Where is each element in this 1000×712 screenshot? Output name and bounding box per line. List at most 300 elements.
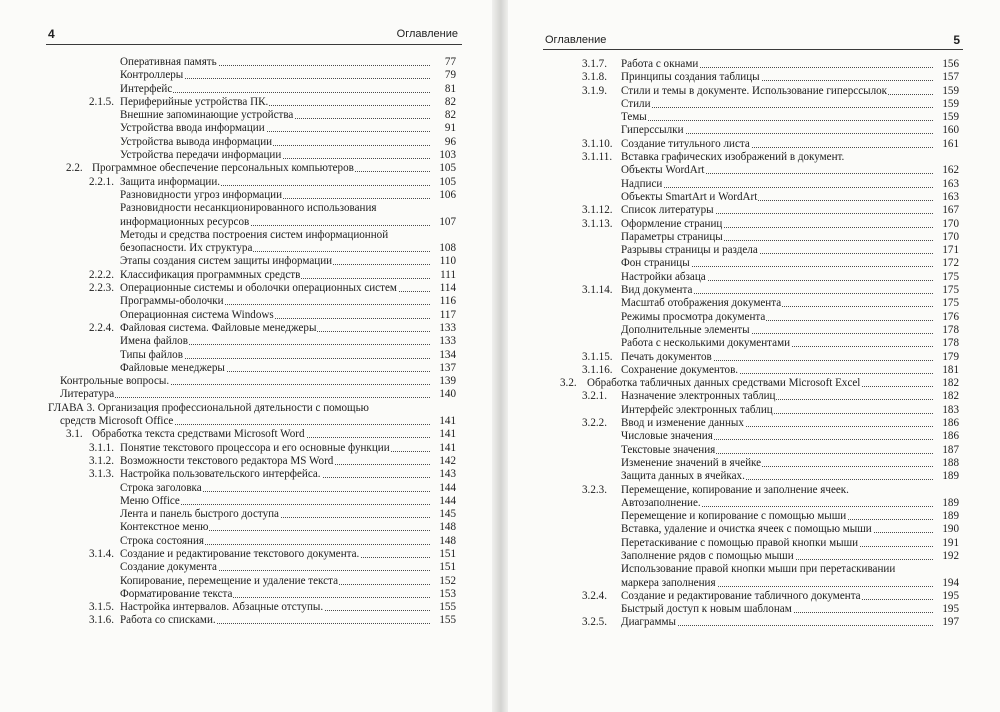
section-number: 3.1.14.	[582, 284, 613, 297]
toc-entry	[546, 616, 959, 629]
page-ref: 162	[933, 164, 959, 177]
entry-title: Режимы просмотра документа	[621, 310, 766, 323]
entry-title: Методы и средства построения систем информационной	[120, 228, 389, 241]
page-ref: 197	[933, 616, 959, 629]
entry-title: Ввод и изменение данных	[621, 417, 744, 430]
entry-title: Контроллеры	[120, 69, 184, 82]
page-ref: 186	[933, 430, 959, 443]
page-ref: 163	[933, 178, 959, 191]
entry-title: Настройка интервалов. Абзацные отступы.	[120, 601, 324, 614]
section-number: 3.2.5.	[582, 616, 607, 629]
page-ref: 111	[430, 269, 456, 282]
running-head: Оглавление	[396, 28, 458, 40]
toc-entry	[546, 324, 959, 337]
entry-title: информационных ресурсов	[120, 215, 250, 228]
toc-entry	[546, 537, 959, 550]
page-ref: 144	[430, 495, 456, 508]
entry-title: Вид документа	[621, 284, 693, 297]
toc-entry	[48, 482, 456, 495]
toc-entry	[48, 136, 456, 149]
entry-title: Надписи	[621, 177, 663, 190]
toc-entry	[546, 417, 959, 430]
page-ref: 188	[933, 457, 959, 470]
entry-title: Интерфейс электронных таблиц	[621, 403, 773, 416]
section-number: 3.1.	[66, 428, 83, 441]
page-ref: 79	[430, 69, 456, 82]
toc-entry	[546, 191, 959, 204]
page-ref: 170	[933, 231, 959, 244]
entry-title: Создание и редактирование текстового документа.	[120, 547, 360, 560]
toc-entry	[546, 430, 959, 443]
page-ref: 152	[430, 575, 456, 588]
entry-title: Программы-оболочки	[120, 295, 224, 308]
section-number: 3.1.15.	[582, 350, 613, 363]
entry-title: Изменение значений в ячейке	[621, 456, 762, 469]
page-ref: 77	[430, 56, 456, 69]
section-number: 2.2.4.	[89, 321, 114, 334]
toc-entry	[48, 548, 456, 561]
entry-title: Интерфейс	[120, 82, 173, 95]
section-number: 3.1.3.	[89, 468, 114, 481]
toc-entry	[48, 202, 456, 215]
section-number: 3.1.2.	[89, 454, 114, 467]
dot-leader	[641, 120, 941, 121]
page-ref: 183	[933, 404, 959, 417]
entry-title: Диаграммы	[621, 616, 676, 629]
toc-entry	[546, 58, 959, 71]
toc-entry	[48, 269, 456, 282]
toc-entry	[48, 415, 456, 428]
toc-entry	[48, 229, 456, 242]
page-ref: 195	[933, 603, 959, 616]
entry-title: Вставка, удаление и очистка ячеек с помощью мыши	[621, 523, 872, 536]
entry-title: Настройки абзаца	[621, 270, 706, 283]
dot-leader	[140, 92, 438, 93]
toc-entry	[546, 151, 959, 164]
toc-entry	[546, 244, 959, 257]
page-ref: 151	[430, 548, 456, 561]
page-ref: 194	[933, 577, 959, 590]
toc-entry	[48, 468, 456, 481]
running-head: Оглавление	[545, 34, 607, 46]
dot-leader	[641, 187, 941, 188]
page-ref: 153	[430, 588, 456, 601]
page-ref: 159	[933, 111, 959, 124]
entry-title: Устройства вывода информации	[120, 135, 273, 148]
entry-title: Имена файлов	[120, 335, 188, 348]
entry-title: Оперативная память	[120, 56, 217, 68]
toc-entry	[48, 216, 456, 229]
entry-title: Копирование, перемещение и удаление текста	[120, 574, 339, 587]
page-ref: 105	[430, 162, 456, 175]
entry-title: Понятие текстового процессора и его основные функции	[120, 441, 390, 454]
toc-entry	[546, 71, 959, 84]
header-rule	[543, 49, 963, 50]
entry-title: Параметры страницы	[621, 230, 723, 243]
entry-title: Перетаскивание с помощью правой кнопки мыши	[621, 536, 859, 549]
toc-entry	[48, 282, 456, 295]
entry-title: Стили и темы в документе. Использование гиперссылок	[621, 84, 888, 97]
toc-entry	[48, 349, 456, 362]
section-number: 2.2.3.	[89, 282, 114, 295]
entry-title: Защита информации.	[120, 175, 221, 188]
page-ref: 117	[430, 309, 456, 322]
entry-title: Файловая система. Файловые менеджеры	[120, 321, 317, 334]
section-number: 3.1.4.	[89, 547, 114, 560]
entry-title: Файловые менеджеры	[120, 361, 225, 374]
entry-title: Гиперссылки	[621, 124, 684, 137]
page-ref: 148	[430, 535, 456, 548]
entry-title: Операционные системы и оболочки операционных систем	[120, 282, 397, 295]
entry-title: Форматирование текста	[120, 587, 233, 600]
section-number: 3.1.12.	[582, 204, 613, 217]
toc-entry	[546, 297, 959, 310]
entry-title: Автозаполнение.	[621, 496, 701, 509]
page-ref: 175	[933, 297, 959, 310]
toc-entry	[48, 56, 456, 69]
entry-title: Фон страницы	[621, 257, 690, 270]
dot-leader	[140, 78, 438, 79]
entry-title: Периферийные устройства ПК.	[120, 95, 269, 108]
entry-title: Обработка табличных данных средствами Microsoft Excel	[587, 377, 861, 390]
page-ref: 161	[933, 138, 959, 151]
page-ref: 82	[430, 96, 456, 109]
toc-entry	[48, 255, 456, 268]
entry-title: Программное обеспечение персональных компьютеров	[92, 162, 354, 175]
page-ref: 190	[933, 523, 959, 536]
toc-entry	[546, 364, 959, 377]
page-ref: 96	[430, 136, 456, 149]
page-ref: 116	[430, 295, 456, 308]
page-ref: 175	[933, 271, 959, 284]
page-ref: 151	[430, 561, 456, 574]
page-ref: 110	[430, 255, 456, 268]
page-ref: 156	[933, 58, 959, 71]
toc-list	[48, 56, 456, 628]
page-ref: 139	[430, 375, 456, 388]
entry-title: средств Microsoft Office	[60, 415, 174, 428]
toc-entry	[48, 109, 456, 122]
toc-entry	[48, 428, 456, 441]
page-ref: 179	[933, 351, 959, 364]
section-number: 3.1.1.	[89, 441, 114, 454]
toc-entry	[48, 176, 456, 189]
page-ref: 178	[933, 324, 959, 337]
section-number: 2.2.2.	[89, 268, 114, 281]
section-number: 3.1.8.	[582, 71, 607, 84]
entry-title: Печать документов	[621, 350, 712, 363]
section-number: 2.2.1.	[89, 175, 114, 188]
page-ref: 195	[933, 590, 959, 603]
entry-title: Назначение электронных таблиц	[621, 390, 776, 403]
page-ref: 91	[430, 122, 456, 135]
section-number: 3.2.4.	[582, 589, 607, 602]
section-number: 3.1.6.	[89, 614, 114, 627]
entry-title: Разновидности несанкционированного использования	[120, 202, 377, 215]
entry-title: Создание титульного листа	[621, 137, 750, 150]
entry-title: Внешние запоминающие устройства	[120, 109, 294, 122]
entry-title: Создание и редактирование табличного документа	[621, 589, 861, 602]
toc-entry	[546, 257, 959, 270]
toc-entry	[546, 218, 959, 231]
entry-title: Список литературы	[621, 204, 714, 217]
page-ref: 167	[933, 204, 959, 217]
entry-title: Объекты WordArt	[621, 164, 705, 177]
entry-title: Обработка текста средствами Microsoft Word	[92, 428, 305, 441]
toc-entry	[546, 164, 959, 177]
toc-entry	[48, 309, 456, 322]
entry-title: Масштаб отображения документа	[621, 297, 782, 310]
entry-title: Контрольные вопросы.	[60, 375, 170, 388]
page-number: 4	[48, 27, 55, 41]
page-ref: 141	[430, 415, 456, 428]
entry-title: Вставка графических изображений в документ.	[621, 151, 845, 164]
page-ref: 189	[933, 497, 959, 510]
section-number: 3.1.5.	[89, 601, 114, 614]
section-number: 2.1.5.	[89, 95, 114, 108]
entry-title: Операционная система Windows	[120, 308, 274, 321]
page-ref: 108	[430, 242, 456, 255]
section-number: 3.1.9.	[582, 84, 607, 97]
entry-title: Объекты SmartArt и WordArt	[621, 190, 758, 203]
entry-title: Устройства ввода информации	[120, 122, 265, 135]
toc-entry	[48, 162, 456, 175]
toc-entry	[546, 311, 959, 324]
toc-entry	[546, 351, 959, 364]
page-ref: 189	[933, 510, 959, 523]
toc-entry	[546, 98, 959, 111]
page-ref: 171	[933, 244, 959, 257]
toc-entry	[48, 335, 456, 348]
toc-entry	[546, 590, 959, 603]
toc-entry	[546, 204, 959, 217]
page-ref: 140	[430, 388, 456, 401]
entry-title: Создание документа	[120, 561, 217, 574]
section-number: 3.1.7.	[582, 58, 607, 70]
dot-leader	[641, 625, 941, 626]
page-ref: 159	[933, 85, 959, 98]
section-number: 3.1.16.	[582, 363, 613, 376]
toc-entry	[546, 577, 959, 590]
left-page	[0, 0, 492, 712]
section-number: 3.1.13.	[582, 217, 613, 230]
page-ref: 106	[430, 189, 456, 202]
entry-title: Работа с несколькими документами	[621, 337, 791, 350]
entry-title: Возможности текстового редактора MS Word	[120, 454, 334, 467]
toc-entry	[48, 442, 456, 455]
toc-entry	[48, 322, 456, 335]
entry-title: Заполнение рядов с помощью мыши	[621, 549, 794, 562]
entry-title: Типы файлов	[120, 348, 183, 361]
entry-title: Классификация программных средств	[120, 268, 301, 281]
toc-entry	[546, 85, 959, 98]
toc-entry	[546, 377, 959, 390]
page-ref: 81	[430, 83, 456, 96]
toc-entry	[546, 510, 959, 523]
toc-entry	[48, 69, 456, 82]
toc-entry	[48, 508, 456, 521]
toc-entry	[48, 362, 456, 375]
page-ref: 170	[933, 218, 959, 231]
toc-entry	[48, 614, 456, 627]
header-rule	[46, 44, 462, 45]
toc-entry	[546, 124, 959, 137]
page-ref: 192	[933, 550, 959, 563]
page-ref: 157	[933, 71, 959, 84]
page-ref: 159	[933, 98, 959, 111]
toc-entry	[48, 601, 456, 614]
page-ref: 148	[430, 521, 456, 534]
page-ref: 175	[933, 284, 959, 297]
entry-title: Работа с окнами	[621, 58, 699, 70]
toc-entry	[48, 561, 456, 574]
entry-title: Строка состояния	[120, 534, 205, 547]
entry-title: Сохранение документов.	[621, 363, 739, 376]
dot-leader	[140, 358, 438, 359]
page-ref: 137	[430, 362, 456, 375]
toc-entry	[48, 149, 456, 162]
page-ref: 160	[933, 124, 959, 137]
toc-entry	[48, 575, 456, 588]
toc-list	[546, 58, 959, 630]
toc-entry	[546, 484, 959, 497]
dot-leader	[641, 133, 941, 134]
toc-entry	[48, 588, 456, 601]
page-ref: 163	[933, 191, 959, 204]
page-ref: 82	[430, 109, 456, 122]
entry-title: Разрывы страницы и раздела	[621, 244, 758, 257]
toc-entry	[546, 138, 959, 151]
toc-entry	[48, 375, 456, 388]
entry-title: Работа со списками.	[120, 614, 216, 627]
toc-entry	[48, 455, 456, 468]
entry-title: Принципы создания таблицы	[621, 71, 760, 84]
toc-entry	[48, 295, 456, 308]
dot-leader	[80, 397, 438, 398]
entry-title: безопасности. Их структура	[120, 242, 253, 255]
toc-entry	[546, 603, 959, 616]
page-ref: 145	[430, 508, 456, 521]
toc-entry	[546, 337, 959, 350]
entry-title: маркера заполнения	[621, 576, 716, 589]
toc-entry	[546, 563, 959, 576]
page-ref: 182	[933, 377, 959, 390]
toc-entry	[546, 523, 959, 536]
entry-title: Защита данных в ячейках.	[621, 470, 745, 483]
toc-entry	[48, 402, 456, 415]
page-ref: 134	[430, 349, 456, 362]
page-ref: 186	[933, 417, 959, 430]
page-ref: 189	[933, 470, 959, 483]
page-ref: 172	[933, 257, 959, 270]
page-ref: 191	[933, 537, 959, 550]
toc-entry	[546, 550, 959, 563]
page-ref: 133	[430, 322, 456, 335]
section-number: 3.2.	[560, 377, 577, 390]
entry-title: Перемещение, копирование и заполнение ячеек.	[621, 483, 849, 496]
toc-entry	[546, 390, 959, 403]
toc-entry	[48, 242, 456, 255]
entry-title: Темы	[621, 111, 647, 124]
page-ref: 143	[430, 468, 456, 481]
toc-entry	[48, 83, 456, 96]
page-ref: 114	[430, 282, 456, 295]
toc-entry	[48, 96, 456, 109]
page-ref: 155	[430, 614, 456, 627]
page-ref: 176	[933, 311, 959, 324]
entry-title: Перемещение и копирование с помощью мыши	[621, 510, 847, 523]
page-ref: 144	[430, 482, 456, 495]
section-number: 3.2.1.	[582, 390, 607, 403]
page-ref: 107	[430, 216, 456, 229]
entry-title: Оформление страниц	[621, 217, 723, 230]
page-ref: 155	[430, 601, 456, 614]
entry-title: Использование правой кнопки мыши при перетаскивании	[621, 563, 896, 576]
entry-title: Этапы создания систем защиты информации	[120, 255, 333, 268]
entry-title: Лента и панель быстрого доступа	[120, 508, 279, 521]
page-number: 5	[953, 33, 960, 47]
page-ref: 182	[933, 390, 959, 403]
toc-entry	[48, 189, 456, 202]
entry-title: ГЛАВА 3. Организация профессиональной дятельности с помощью	[48, 401, 369, 414]
section-number: 3.2.3.	[582, 483, 607, 496]
entry-title: Строка заголовка	[120, 481, 202, 494]
page-ref: 133	[430, 335, 456, 348]
entry-title: Меню Office	[120, 494, 180, 507]
page-ref: 181	[933, 364, 959, 377]
entry-title: Быстрый доступ к новым шаблонам	[621, 603, 792, 616]
entry-title: Литература	[60, 388, 115, 401]
book-gutter	[492, 0, 508, 712]
toc-entry	[546, 470, 959, 483]
entry-title: Контекстное меню	[120, 521, 209, 534]
toc-entry	[48, 521, 456, 534]
page-ref: 142	[430, 455, 456, 468]
toc-entry	[48, 388, 456, 401]
page-ref: 141	[430, 442, 456, 455]
toc-entry	[48, 122, 456, 135]
toc-entry	[546, 178, 959, 191]
toc-entry	[546, 111, 959, 124]
entry-title: Настройка пользовательского интерфейса.	[120, 468, 321, 481]
entry-title: Разновидности угроз информации	[120, 188, 283, 201]
toc-entry	[48, 495, 456, 508]
toc-entry	[546, 231, 959, 244]
dot-leader	[140, 504, 438, 505]
entry-title: Устройства передачи информации	[120, 149, 282, 162]
entry-title: Стили	[621, 97, 651, 110]
page-ref: 141	[430, 428, 456, 441]
page-ref: 187	[933, 444, 959, 457]
page-ref: 103	[430, 149, 456, 162]
entry-title: Числовые значения	[621, 430, 713, 443]
section-number: 3.1.10.	[582, 137, 613, 150]
toc-entry	[546, 404, 959, 417]
toc-entry	[48, 535, 456, 548]
section-number: 2.2.	[66, 162, 83, 175]
entry-title: Дополнительные элементы	[621, 323, 750, 336]
section-number: 3.2.2.	[582, 417, 607, 430]
toc-entry	[546, 271, 959, 284]
toc-entry	[546, 497, 959, 510]
section-number: 3.1.11.	[582, 151, 613, 164]
toc-entry	[546, 444, 959, 457]
right-page	[508, 0, 1000, 712]
entry-title: Текстовые значения	[621, 443, 716, 456]
page-ref: 105	[430, 176, 456, 189]
toc-entry	[546, 457, 959, 470]
page-ref: 178	[933, 337, 959, 350]
